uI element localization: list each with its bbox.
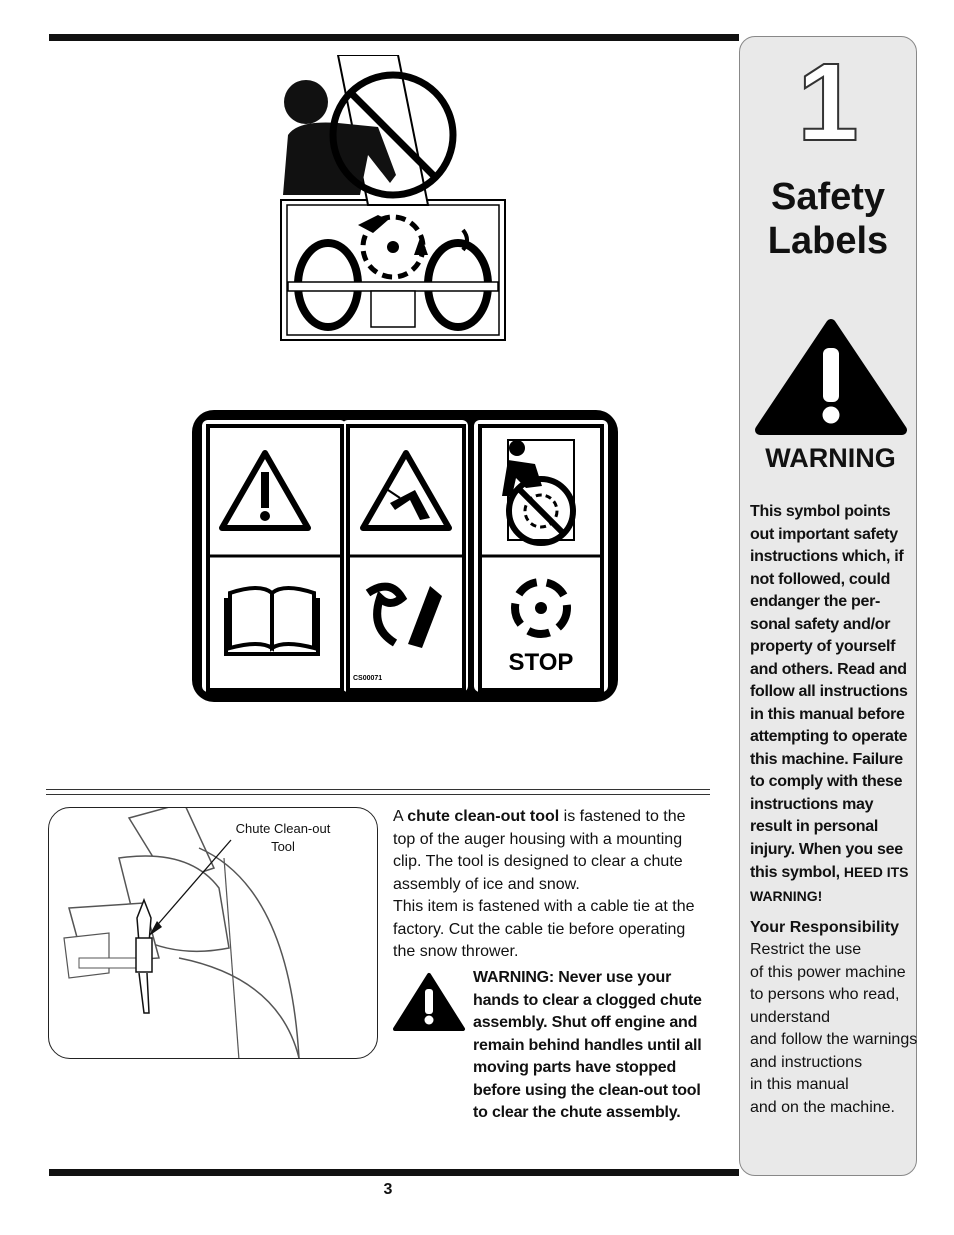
page-number: 3	[383, 1181, 393, 1198]
chapter-title-line1: Safety	[770, 176, 886, 218]
chapter-number: 1	[797, 41, 859, 164]
top-rule	[49, 34, 739, 41]
responsibility-heading: Your Responsibility	[750, 919, 900, 936]
tool-callout: Chute Clean-out Tool	[235, 821, 331, 854]
para2: This item is fastened with a cable tie at the factory. Cut the cable tie before operating the snow thrower.	[393, 898, 695, 960]
decal-code: CS00071	[353, 675, 383, 682]
responsibility-text: Restrict the use of this power machine to persons who read, understand and follow the warnings and instructions in this manual and on the machine.	[750, 941, 918, 1116]
chute-warning-text: WARNING: Never use your hands to clear a clogged chute assembly. Shut off engine and remain behind handles until all moving parts have stopped before using the clean-out tool to clear the chute assembly.	[473, 969, 702, 1121]
manual-book-icon	[226, 588, 318, 654]
para1-bold: chute clean-out tool	[407, 808, 560, 825]
section-divider	[46, 789, 710, 795]
auger-hand-prohibition-illustration	[278, 55, 510, 345]
sidebar-warning-heading: WARNING	[765, 443, 896, 473]
tool-description	[393, 806, 709, 964]
warning-text-heed: HEED ITS WARNING!	[750, 864, 909, 904]
chapter-title	[739, 175, 917, 263]
para1-prefix: A	[393, 808, 408, 825]
sidebar-warning-text	[750, 501, 916, 908]
warning-triangle-icon-large	[754, 318, 908, 436]
warning-triangle-icon	[392, 972, 466, 1032]
para1-rest: is fastened to the top of the auger housing with a mounting clip. The tool is designed to clear a chute assembly of ice and snow.	[393, 808, 686, 893]
bottom-rule	[49, 1169, 739, 1176]
safety-decal	[190, 408, 620, 704]
warning-text-body: This symbol points out important safety instructions which, if not followed, could endanger the per-sonal safety and/or property of yourself and others. Read and follow all instructions in this manual before attempting to operate this machine. Failure to comply with these instructions may result in personal injury. When you see this symbol,	[750, 503, 908, 881]
chapter-title-line2: Labels	[767, 220, 889, 262]
stop-label: STOP	[508, 649, 574, 676]
